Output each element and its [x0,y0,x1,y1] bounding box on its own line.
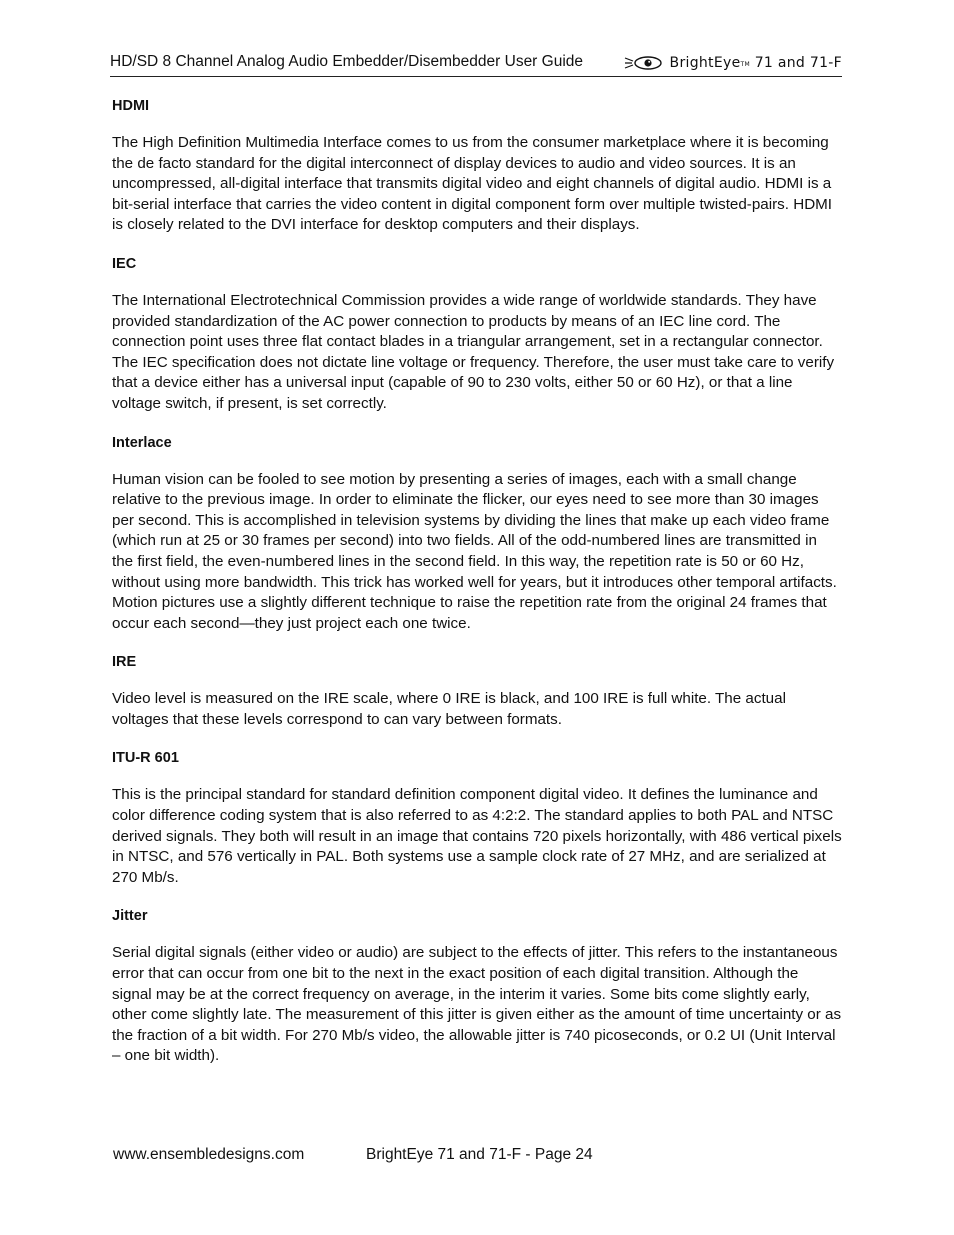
website-link[interactable]: www.ensembledesigns.com [113,1146,305,1163]
entry-heading: Interlace [112,434,172,451]
page-number-label: BrightEye 71 and 71-F - Page 24 [366,1146,593,1163]
brand-name: BrightEye [669,55,741,71]
glossary-entry-hdmi [112,96,842,236]
entry-body: The High Definition Multimedia Interface comes to us from the consumer marketplace where it is becoming the de facto standard for the digital interconnect of display devices to audio and video sources. It is an uncompressed, all-digital interface that transmits digital video and eight channels of digital audio. HDMI is a bit-serial interface that carries the video content in digital component form over multiple twisted-pairs. HDMI is closely related to the DVI interface for desktop computers and their displays. [112,134,833,234]
brand-model: 71 and 71-F [754,55,842,71]
page-header [110,52,842,77]
glossary-entry-iec [112,254,842,415]
document-title: HD/SD 8 Channel Analog Audio Embedder/Disembedder User Guide [110,53,584,70]
glossary-entry-itu-r-601 [112,748,842,888]
entry-body: This is the principal standard for standard definition component digital video. It defines the luminance and color difference coding system that is also referred to as 4:2:2. The standard applies to both PAL and NTSC derived signals. They both will result in an image that contains 720 pixels horizontally, with 486 vertical pixels in NTSC, and 576 vertically in PAL. Both systems use a sample clock rate of 27 MHz, and are serialized at 270 Mb/s. [112,786,842,886]
glossary-entry-jitter [112,906,842,1067]
entry-body: Human vision can be fooled to see motion by presenting a series of images, each with a small change relative to the previous image. In order to eliminate the flicker, our eyes need to see more than 30 images per second. This is accomplished in television systems by dividing the lines that make up each video frame (which run at 25 or 30 frames per second) into two fields. All of the odd-numbered lines are transmitted in the first field, the even-numbered lines in the second field. In this way, the repetition rate is 50 or 60 Hz, without using more bandwidth. This trick has worked well for years, but it introduces other temporal artifacts. Motion pictures use a slightly different technique to raise the repetition rate from the original 24 frames that occur each second—they just project each one twice. [112,470,837,632]
glossary-entry-ire [112,652,842,730]
brand-trademark: TM [740,60,750,68]
entry-heading: HDMI [112,98,150,114]
entry-body: Serial digital signals (either video or audio) are subject to the effects of jitter. This refers to the instantaneous error that can occur from one bit to the next in the exact position of each digital transition. Although the signal may be at the correct frequency on average, in the interim it varies. Some bits come slightly early, other come slightly late. The measurement of this jitter is given either as the amount of time uncertainty or as the fraction of a bit width. For 270 Mb/s video, the allowable jitter is 740 picoseconds, or 0.2 UI (Unit Interval – one bit width). [112,944,842,1065]
entry-heading: IRE [112,654,137,671]
glossary-content [112,96,842,1085]
entry-body: The International Electrotechnical Commission provides a wide range of worldwide standards. They have provided standardization of the AC power connection to products by means of an IEC line cord. The connection point uses three flat contact blades in a triangular arrangement, set in a rectangular connector. The IEC specification does not dictate line voltage or frequency. Therefore, the user must take care to verify that a device either has a universal input (capable of 90 to 230 volts, either 50 or 60 Hz), or that a line voltage switch, if present, is set correctly. [112,291,835,412]
glossary-entry-interlace [112,433,842,635]
brighteye-eye-icon [624,55,664,71]
entry-heading: ITU-R 601 [112,750,179,767]
entry-body: Video level is measured on the IRE scale, where 0 IRE is black, and 100 IRE is full white. The actual voltages that these levels correspond to can vary between formats. [112,690,786,728]
entry-heading: IEC [112,255,137,272]
brand-logo [624,53,842,73]
entry-heading: Jitter [112,908,148,925]
